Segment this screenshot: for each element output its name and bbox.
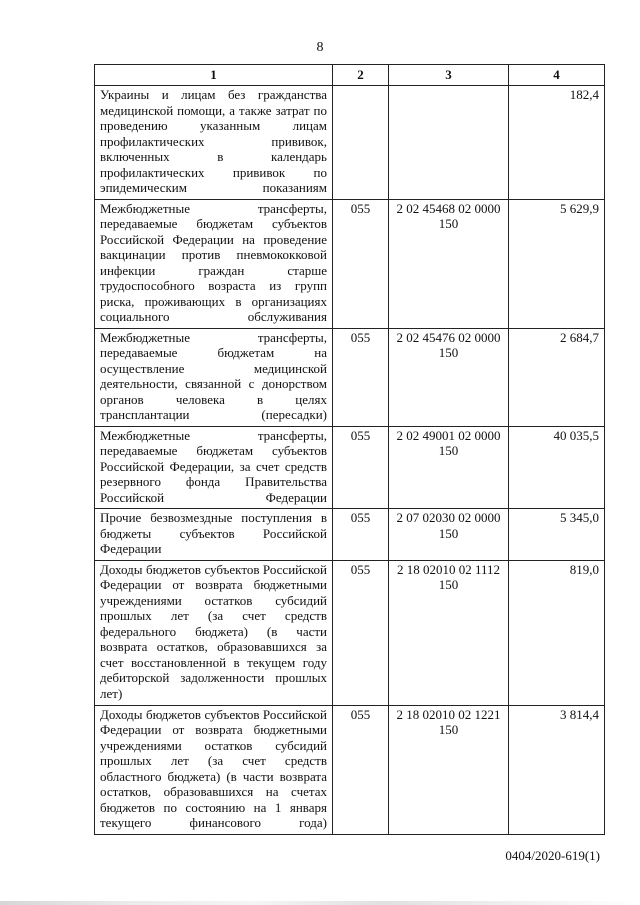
row-amount: 5 345,0	[509, 509, 605, 561]
row-admin-code: 055	[333, 705, 389, 834]
row-amount: 3 814,4	[509, 705, 605, 834]
table-row	[95, 705, 605, 834]
table-body	[95, 86, 605, 835]
row-admin-code: 055	[333, 509, 389, 561]
row-admin-code: 055	[333, 328, 389, 426]
table-row	[95, 199, 605, 328]
row-budget-classification-code: 2 02 45476 02 0000 150	[389, 328, 509, 426]
row-budget-classification-code: 2 02 45468 02 0000 150	[389, 199, 509, 328]
column-header-3: 3	[389, 65, 509, 86]
row-budget-classification-code	[389, 86, 509, 200]
row-admin-code: 055	[333, 426, 389, 509]
scan-edge-artifact	[0, 901, 640, 905]
row-description: Украины и лицам без гражданства медицинской помощи, а также затрат по проведению указанным лицам профилактических прививок, включенных в календарь профилактических прививок по эпидемическим показаниям	[95, 86, 333, 200]
table-row	[95, 509, 605, 561]
row-amount: 5 629,9	[509, 199, 605, 328]
budget-revenue-table	[94, 64, 605, 835]
row-description: Межбюджетные трансферты, передаваемые бюджетам на осуществление медицинской деятельности, связанной с донорством органов человека в целях трансплантации (пересадки)	[95, 328, 333, 426]
column-header-4: 4	[509, 65, 605, 86]
row-description: Прочие безвозмездные поступления в бюджеты субъектов Российской Федерации	[95, 509, 333, 561]
row-admin-code: 055	[333, 199, 389, 328]
column-header-2: 2	[333, 65, 389, 86]
row-description: Доходы бюджетов субъектов Российской Федерации от возврата бюджетными учреждениями остатков субсидий прошлых лет (за счет средств федерального бюджета) (в части возврата остатков, образовавшихся за счет восстановленной в текущем году дебиторской задолженности прошлых лет)	[95, 560, 333, 705]
header-row	[95, 65, 605, 86]
row-amount: 182,4	[509, 86, 605, 200]
document-reference-number: 0404/2020-619(1)	[505, 848, 600, 863]
table-row	[95, 328, 605, 426]
column-header-1: 1	[95, 65, 333, 86]
row-admin-code	[333, 86, 389, 200]
row-budget-classification-code: 2 02 49001 02 0000 150	[389, 426, 509, 509]
table-row	[95, 560, 605, 705]
table-header	[95, 65, 605, 86]
row-admin-code: 055	[333, 560, 389, 705]
row-description: Межбюджетные трансферты, передаваемые бюджетам субъектов Российской Федерации, за счет средств резервного фонда Правительства Российской Федерации	[95, 426, 333, 509]
row-description: Доходы бюджетов субъектов Российской Федерации от возврата бюджетными учреждениями остатков субсидий прошлых лет (за счет средств областного бюджета) (в части возврата остатков, образовавшихся на счетах бюджетов по состоянию на 1 января текущего финансового года)	[95, 705, 333, 834]
row-budget-classification-code: 2 07 02030 02 0000 150	[389, 509, 509, 561]
row-amount: 819,0	[509, 560, 605, 705]
row-amount: 40 035,5	[509, 426, 605, 509]
row-amount: 2 684,7	[509, 328, 605, 426]
row-budget-classification-code: 2 18 02010 02 1221 150	[389, 705, 509, 834]
page-number: 8	[316, 40, 324, 55]
table-row	[95, 426, 605, 509]
table-row	[95, 86, 605, 200]
row-description: Межбюджетные трансферты, передаваемые бюджетам субъектов Российской Федерации на проведение вакцинации против пневмококковой инфекции граждан старше трудоспособного возраста из групп риска, проживающих в организациях социального обслуживания	[95, 199, 333, 328]
row-budget-classification-code: 2 18 02010 02 1112 150	[389, 560, 509, 705]
